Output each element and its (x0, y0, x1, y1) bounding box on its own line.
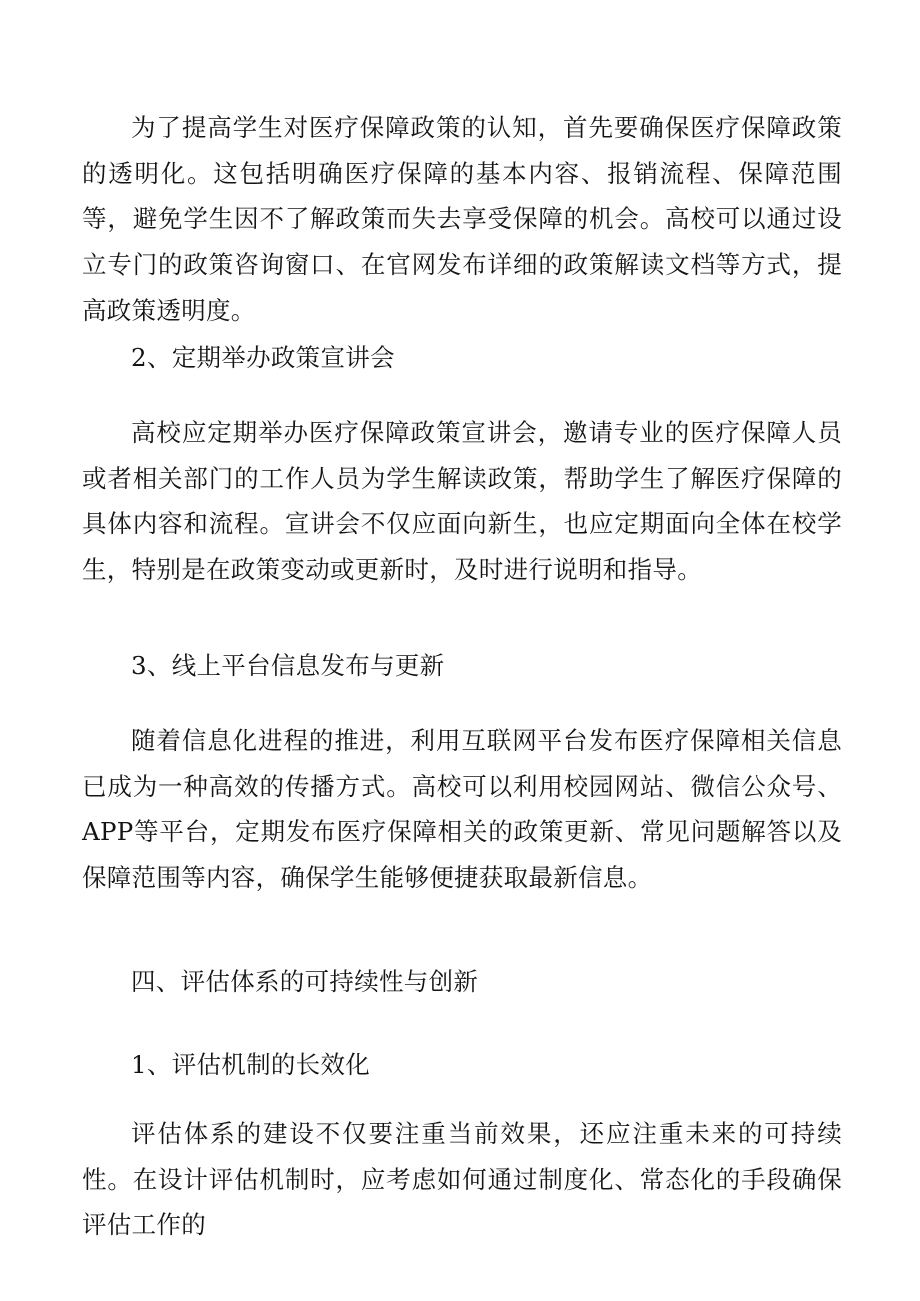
heading-evaluation-sustainability: 四、评估体系的可持续性与创新 (131, 967, 479, 996)
paragraph-policy-lectures: 高校应定期举办医疗保障政策宣讲会，邀请专业的医疗保障人员或者相关部门的工作人员为学生解读政策，帮助学生了解医疗保障的具体内容和流程。宣讲会不仅应面向新生，也应定期面向全体在校学生，特别是在政策变动或更新时，及时进行说明和指导。 (82, 418, 842, 585)
paragraph-long-term-mechanism: 评估体系的建设不仅要注重当前效果，还应注重未来的可持续性。在设计评估机制时，应考虑如何通过制度化、常态化的手段确保评估工作的 (82, 1119, 842, 1240)
heading-online-platform: 3、线上平台信息发布与更新 (131, 651, 445, 680)
paragraph-online-platform: 随着信息化进程的推进，利用互联网平台发布医疗保障相关信息已成为一种高效的传播方式。高校可以利用校园网站、微信公众号、APP等平台，定期发布医疗保障相关的政策更新、常见问题解答以及保障范围等内容，确保学生能够便捷获取最新信息。 (82, 726, 842, 893)
heading-policy-lectures: 2、定期举办政策宣讲会 (131, 343, 395, 372)
heading-long-term-mechanism: 1、评估机制的长效化 (131, 1050, 371, 1079)
paragraph-policy-transparency: 为了提高学生对医疗保障政策的认知，首先要确保医疗保障政策的透明化。这包括明确医疗保障的基本内容、报销流程、保障范围等，避免学生因不了解政策而失去享受保障的机会。高校可以通过设立专门的政策咨询窗口、在官网发布详细的政策解读文档等方式，提高政策透明度。 (82, 113, 842, 325)
